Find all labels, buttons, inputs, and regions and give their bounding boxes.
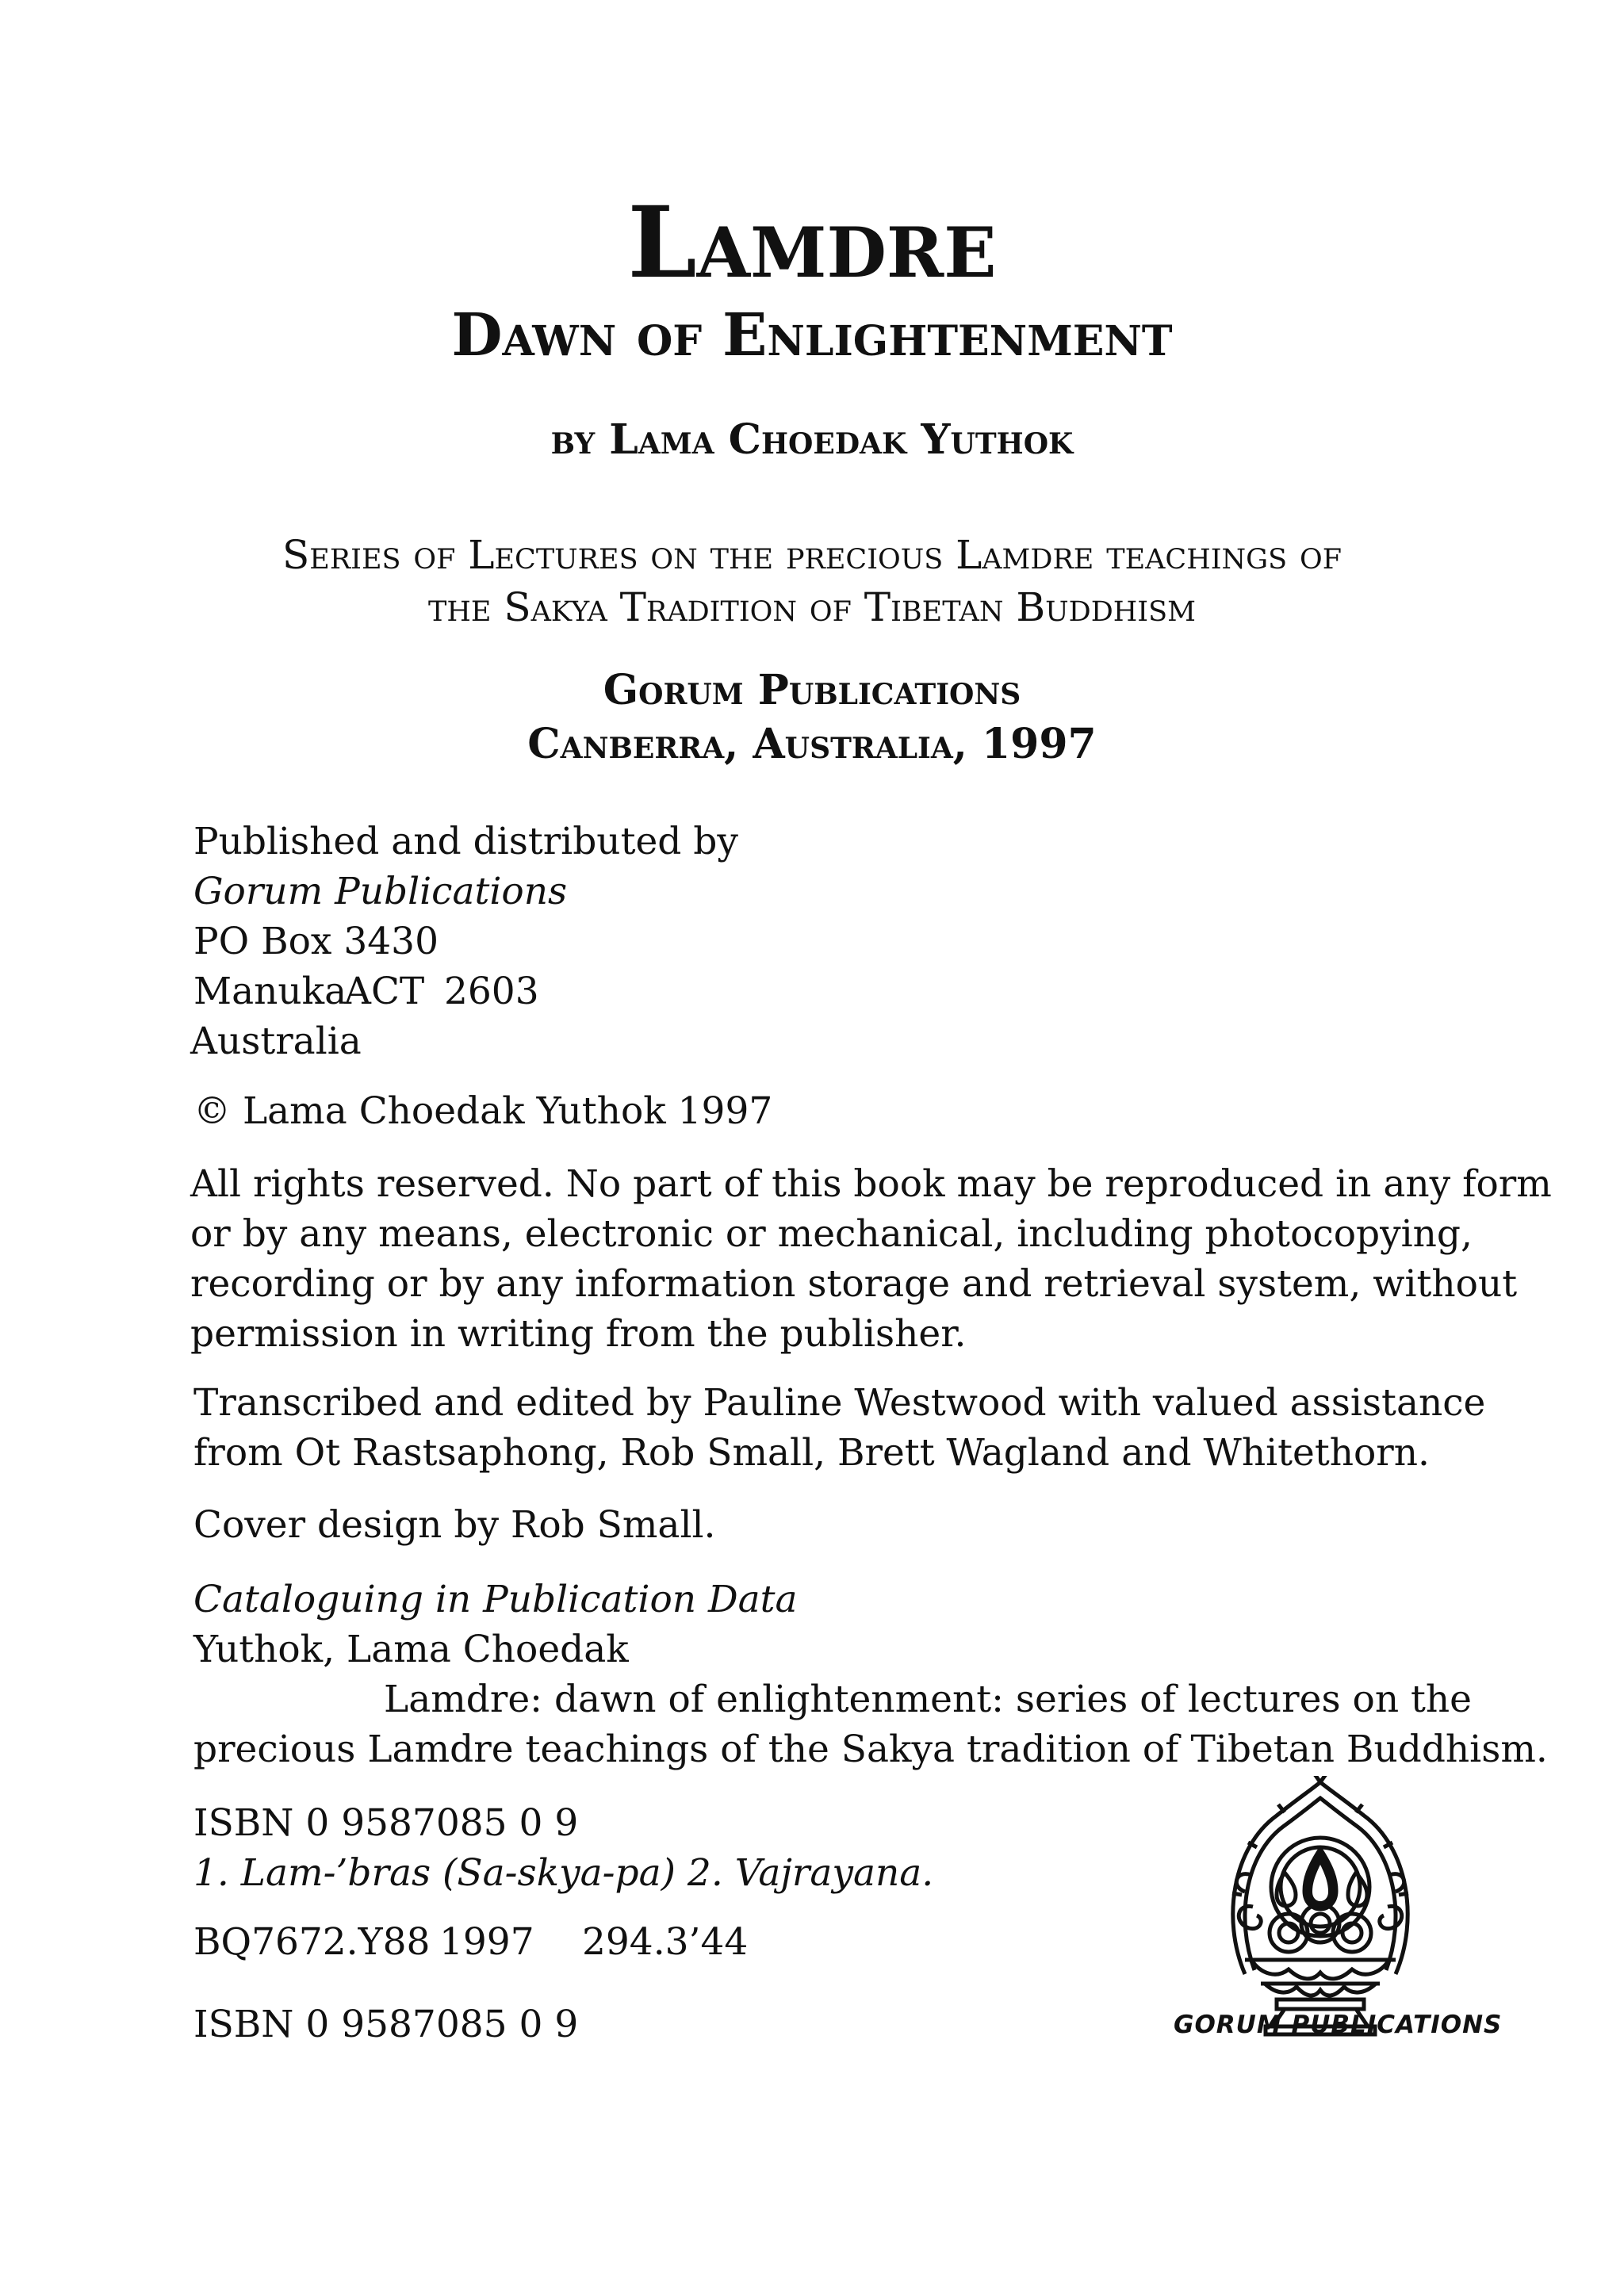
logo-label: GORUM PUBLICATIONS xyxy=(1174,2011,1503,2039)
address-intro: Published and distributed by xyxy=(193,820,738,863)
address-city: Manuka xyxy=(193,970,347,1013)
cip-description-line: Lamdre: dawn of enlightenment: series of lectures on the xyxy=(384,1678,1472,1721)
publisher-heading: Gorum Publications xyxy=(603,666,1021,714)
cover-credit xyxy=(193,1500,1438,1550)
address-country: Australia xyxy=(190,1020,362,1063)
author-byline: by Lama Choedak Yuthok xyxy=(550,415,1074,464)
series-line-2: the Sakya Tradition of Tibetan Buddhism xyxy=(428,584,1196,630)
cip-author: Yuthok, Lama Choedak xyxy=(193,1628,629,1671)
address-publisher: Gorum Publications xyxy=(193,870,568,913)
subject-headings: 1. Lam-’bras (Sa-skya-pa) 2. Vajrayana. xyxy=(193,1851,934,1895)
credits-line: from Ot Rastsaphong, Rob Small, Brett Wagland and Whitethorn. xyxy=(193,1431,1430,1475)
call-number: BQ7672.Y88 xyxy=(193,1920,431,1964)
book-subtitle: Dawn of Enlightenment xyxy=(451,301,1173,369)
address-state: ACT xyxy=(344,970,425,1013)
series-line-1: Series of Lectures on the precious Lamdre teachings of xyxy=(282,532,1342,578)
book-title: Lamdre xyxy=(627,186,997,300)
rights-line: permission in writing from the publisher. xyxy=(190,1312,967,1356)
cip-heading: Cataloguing in Publication Data xyxy=(193,1578,798,1621)
rights-line: recording or by any information storage and retrieval system, without xyxy=(190,1262,1518,1306)
cip-data xyxy=(193,1575,1548,1774)
isbn-repeat: ISBN 0 9587085 0 9 xyxy=(193,2003,579,2046)
cover-design: Cover design by Rob Small. xyxy=(193,1503,716,1547)
rights-line: All rights reserved. No part of this book may be reproduced in any form xyxy=(190,1162,1552,1206)
credits-line: Transcribed and edited by Pauline Westwood with valued assistance xyxy=(193,1381,1486,1425)
classification-year: 1997 xyxy=(439,1920,534,1964)
copyright-block xyxy=(193,1086,1438,1136)
address-city-line xyxy=(193,966,1438,1016)
publisher-location: Canberra, Australia, 1997 xyxy=(527,720,1097,768)
rights-line: or by any means, electronic or mechanical, including photocopying, xyxy=(190,1212,1473,1256)
publisher-address xyxy=(190,817,1438,1066)
address-box: PO Box 3430 xyxy=(193,920,439,963)
cip-description-line: precious Lamdre teachings of the Sakya tradition of Tibetan Buddhism. xyxy=(193,1728,1548,1771)
address-postcode: 2603 xyxy=(444,970,539,1013)
rights-paragraph xyxy=(190,1159,1552,1359)
gorum-emblem-icon xyxy=(1189,1776,1451,2045)
dewey-number: 294.3’44 xyxy=(582,1920,749,1964)
isbn-number: ISBN 0 9587085 0 9 xyxy=(193,1801,579,1845)
credits-paragraph xyxy=(193,1378,1486,1478)
copyright-notice: © Lama Choedak Yuthok 1997 xyxy=(193,1089,773,1133)
